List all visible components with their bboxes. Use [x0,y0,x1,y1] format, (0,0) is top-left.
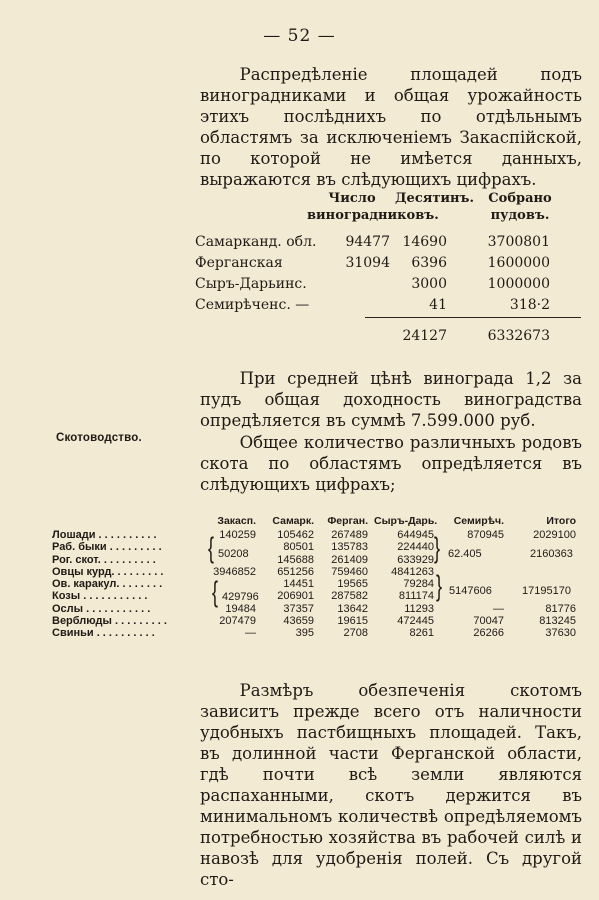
table-row [195,253,581,274]
totals-row [195,326,581,347]
animal-name: Верблюды . . . . . . . . . [52,615,167,628]
cell: 37630 [545,627,576,640]
cell: 644945 [397,529,434,541]
paragraph-income [200,368,582,431]
header-desyatin: Десятинъ. [395,191,475,206]
cell: 2708 [343,627,368,640]
paragraph-vineyards [200,64,582,190]
animal-name: Рог. скот. . . . . . . . . . [52,553,156,566]
page-number: — 52 — [263,26,336,46]
cell: 267489 [331,529,368,541]
cell: 81776 [545,602,576,615]
vineyards-cell: 94477 [345,234,390,250]
header-vineyards: Число виноградниковъ. [307,191,439,223]
cell: 79284 [403,578,434,591]
desyatin-cell: 3000 [411,276,447,292]
header-fergan: Ферган. [327,515,368,527]
cell: 395 [295,627,314,640]
cell: 26266 [473,627,504,640]
cell: 135783 [331,541,368,554]
margin-heading: Скотоводство. [56,432,142,444]
cell: 813245 [539,615,576,628]
region-cell: Сыръ-Дарьинс. [195,276,307,292]
cell: 224440 [397,541,434,554]
cell: 2029100 [533,529,576,541]
region-cell: Семирѣченс. — [195,297,310,313]
merged-cattle-zakasp: 50208 [218,548,249,560]
header-semir: Семирѣч. [453,515,504,527]
desyatin-cell: 6396 [411,255,447,271]
animal-name: Овцы курд. . . . . . . . . [52,565,164,578]
cell: 80501 [283,541,314,554]
table-row [52,541,582,553]
animal-name: Раб. быки . . . . . . . . . [52,541,162,554]
brace-mark: } [436,570,443,602]
paragraph-text: Распредѣленіе площадей подъ виноградниками и общая урожайность этихъ послѣднихъ по отдѣльнымъ областямъ за исключеніемъ Закаспійской, по которой не имѣется данныхъ, выражаются въ слѣдующихъ цифрахъ. [200,65,582,189]
cell: 145688 [277,553,314,566]
cell: 13642 [337,602,368,615]
cell: 8261 [409,627,434,640]
puds-cell: 1000000 [487,276,550,292]
cell: 207479 [219,615,256,628]
header-syrdar: Сыръ-Дарь. [374,515,438,527]
animal-name: Лошади . . . . . . . . . . [52,529,157,541]
livestock-table-header [52,515,582,529]
cell: 472445 [397,615,434,628]
puds-cell: 1600000 [487,255,550,271]
cell: — [245,627,256,640]
table-row [52,566,582,578]
desyatin-cell: 14690 [402,234,447,250]
cell: 633929 [397,553,434,566]
merged-sheep-zakasp: 429796 [222,591,259,603]
animal-name: Свиньи . . . . . . . . . . [52,627,155,640]
table-row [52,578,582,590]
header-samark: Самарк. [272,515,314,527]
cell: 651256 [277,565,314,578]
total-puds: 6332673 [487,328,550,344]
desyatin-cell: 41 [429,297,447,313]
table-row [52,615,582,627]
total-rule [365,317,581,318]
cell: 14451 [283,578,314,591]
paragraph-text: Размѣръ обезпеченія скотомъ зависитъ прежде всего отъ наличности удобныхъ пастбищныхъ площадей. Такъ, въ долинной части Ферганской области, гдѣ почти всѣ земли являются распаханными, скотъ держится въ минимальномъ количествѣ опредѣляемомъ потребностью хозяйства въ рабочей силѣ и навозѣ для удобренія полей. Съ другой сто- [200,681,582,889]
cell: 759460 [331,565,368,578]
cell: 870945 [467,529,504,541]
table-row [52,603,582,615]
table-row [52,627,582,639]
table-row [52,554,582,566]
vineyards-cell: 31094 [345,255,390,271]
cell: 43659 [283,615,314,628]
header-zakasp: Закасп. [217,515,256,527]
brace-mark: } [434,532,441,564]
region-cell: Ферганская [195,255,283,271]
merged-sheep-semir: 5147606 [449,585,492,597]
cell: 105462 [277,529,314,541]
animal-name: Козы . . . . . . . . . . . [52,590,148,603]
merged-cattle-semir: 62.405 [448,548,482,560]
cell: 811174 [398,590,434,603]
puds-cell: 3700801 [487,234,550,250]
cell: 19484 [225,602,256,615]
animal-name: Ослы . . . . . . . . . . . [52,602,151,615]
total-desyatin: 24127 [402,328,447,344]
table-row [195,295,581,316]
cell: 140259 [219,529,256,541]
livestock-table [52,515,582,640]
puds-cell: 318·2 [509,297,550,313]
merged-sheep-total: 17195170 [522,585,571,597]
header-total: Итого [546,515,576,527]
cell: 3946852 [213,565,256,578]
paragraph-text: При средней цѣнѣ винограда 1,2 за пудъ общая доходность виноградства опредѣляется въ суммѣ 7.599.000 руб. [200,369,582,430]
brace-mark: { [212,576,219,608]
table-row [195,232,581,253]
region-cell: Самарканд. обл. [195,234,317,250]
header-puds: Собрано пудовъ. [488,191,552,223]
cell: 287582 [331,590,368,603]
cell: 4841263 [391,565,434,578]
cell: 11293 [404,602,434,615]
cell: 206901 [277,590,314,603]
brace-mark: { [208,532,215,564]
cell: 261409 [331,553,368,566]
vineyard-table-header [195,190,581,232]
table-row [195,274,581,295]
paragraph-livestock [200,432,582,495]
animal-name: Ов. каракул. . . . . . . . [52,578,163,591]
cell: 37357 [283,602,314,615]
cell: 70047 [473,615,504,628]
cell: 19565 [337,578,368,591]
cell: — [493,602,504,615]
vineyard-table [195,190,581,347]
cell: 19615 [337,615,368,628]
table-row [52,590,582,602]
table-row [52,529,582,541]
merged-cattle-total: 2160363 [530,548,573,560]
paragraph-pastures [200,680,582,890]
paragraph-text: Общее количество различныхъ родовъ скота по областямъ опредѣляется въ слѣдующихъ цифрахъ; [200,433,582,494]
